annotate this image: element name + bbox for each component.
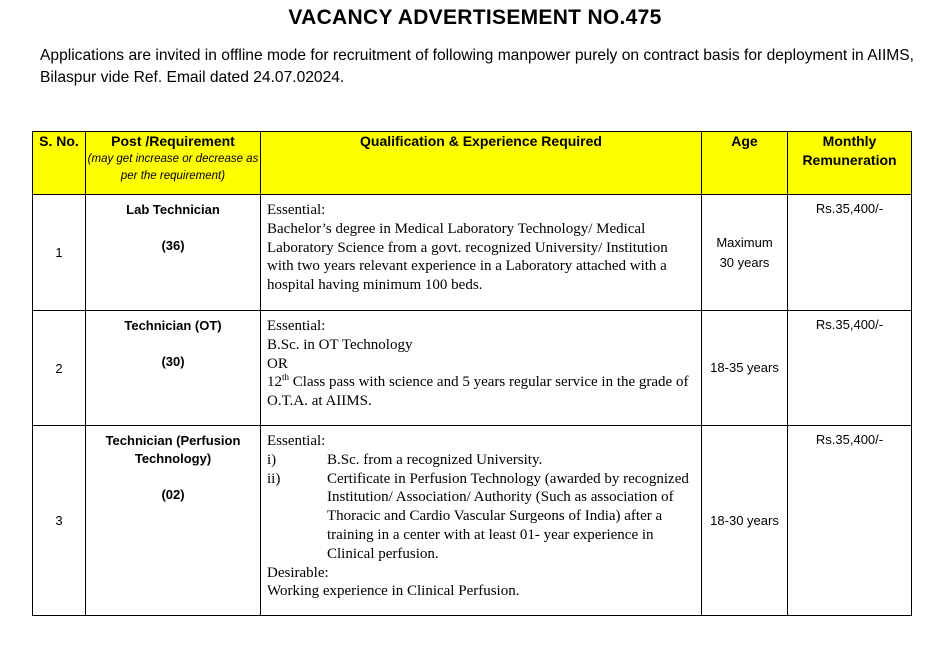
essential-heading: Essential:: [267, 318, 326, 334]
header-sno: S. No.: [33, 132, 86, 195]
post-name: Lab Technician: [126, 202, 220, 217]
row-post: [86, 195, 261, 311]
row-qualification: [261, 195, 702, 311]
row-sno: 3: [33, 426, 86, 616]
table-row: [33, 311, 912, 426]
desirable-text: Working experience in Clinical Perfusion.: [267, 583, 520, 600]
header-post-note: (may get increase or decrease as per the requirement): [87, 153, 259, 182]
post-name: Technician (OT): [124, 318, 222, 333]
post-count: (02): [161, 487, 185, 502]
row-age: 18-35 years: [702, 311, 788, 426]
list-text: B.Sc. from a recognized University.: [327, 451, 543, 468]
list-text: Certificate in Perfusion Technology (awarded by recognized Institution/ Association/ Authority (Such as association of Thoracic and Cardio Vascular Surgeons of India) after a training in a center with at least 01- year experience in Clinical perfusion.: [327, 470, 689, 562]
row-post: [86, 311, 261, 426]
list-marker: i): [267, 451, 277, 468]
row-age: Maximum 30 years: [702, 195, 788, 311]
header-remuneration: Monthly Remuneration: [788, 132, 912, 195]
row-age: 18-30 years: [702, 426, 788, 616]
table-header-row: [33, 132, 912, 195]
qualification-text: Bachelor’s degree in Medical Laboratory Technology/ Medical Laboratory Science from a govt. recognized University/ Institution with two years relevant experience in a Laboratory attached with a hospital having minimum 100 beds.: [267, 220, 668, 294]
qualification-or: OR: [267, 355, 288, 372]
row-qualification: [261, 311, 702, 426]
qualification-line: B.Sc. in OT Technology: [267, 336, 413, 353]
essential-heading: Essential:: [267, 202, 326, 218]
vacancy-table: [32, 131, 912, 616]
page-title: VACANCY ADVERTISEMENT NO.475: [288, 6, 662, 29]
table-row: [33, 195, 912, 311]
qualification-line-text: Class pass with science and 5 years regular service in the grade of O.T.A. at AIIMS.: [267, 374, 689, 410]
list-marker: ii): [267, 470, 281, 487]
header-qualification: Qualification & Experience Required: [261, 132, 702, 195]
desirable-heading: Desirable:: [267, 564, 329, 581]
row-post: [86, 426, 261, 616]
list-item: [267, 470, 693, 564]
intro-paragraph: Applications are invited in offline mode for recruitment of following manpower purely on contract basis for deployment in AIIMS, Bilaspur vide Ref. Email dated 24.07.02024.: [40, 47, 914, 86]
header-age: Age: [702, 132, 788, 195]
row-qualification: [261, 426, 702, 616]
qualification-line: [267, 373, 693, 411]
row-remuneration: Rs.35,400/-: [788, 311, 912, 426]
class-number: 12: [267, 374, 282, 391]
table-row: [33, 426, 912, 616]
row-remuneration: Rs.35,400/-: [788, 426, 912, 616]
class-ordinal: th: [282, 372, 290, 383]
essential-heading: Essential:: [267, 433, 326, 449]
header-post: [86, 132, 261, 195]
list-item: [267, 451, 693, 470]
row-sno: 2: [33, 311, 86, 426]
post-name: Technician (Perfusion Technology): [105, 433, 241, 466]
row-remuneration: Rs.35,400/-: [788, 195, 912, 311]
post-count: (36): [161, 238, 185, 253]
row-sno: 1: [33, 195, 86, 311]
header-post-label: Post /Requirement: [111, 133, 235, 149]
post-count: (30): [161, 354, 185, 369]
